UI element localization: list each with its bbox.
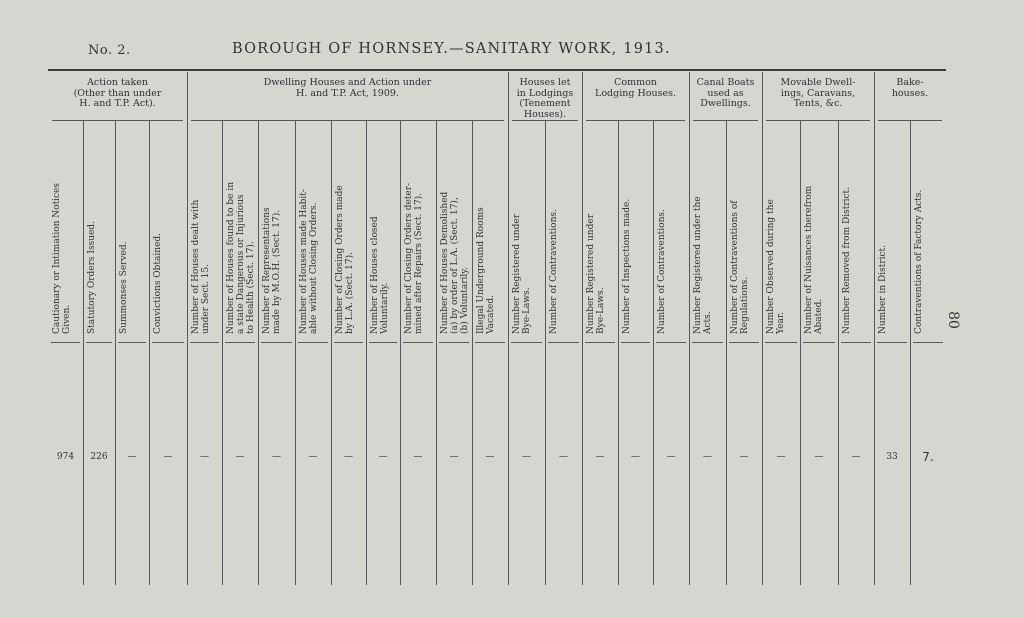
column-divider [689, 72, 690, 585]
table-cell: — [163, 452, 173, 462]
column-divider [187, 72, 188, 585]
column-header: Number of Houses Demolished (a) by order of L.A. (Sect. 17), (b) Voluntarily. [440, 191, 470, 334]
table-cell: — [522, 452, 531, 462]
page-title: BOROUGH OF HORNSEY.—SANITARY WORK, 1913. [232, 41, 671, 57]
group-header: Dwelling Houses and Action under H. and T.P. Act, 1909. [263, 77, 432, 99]
header-underline [585, 342, 615, 343]
header-underline [692, 342, 723, 343]
header-underline [841, 342, 871, 343]
column-divider [582, 72, 583, 585]
column-header: Number of Houses made Habit- able without Closing Orders. [299, 189, 319, 334]
column-header: Number of Houses dealt with under Sect. 15. [191, 199, 211, 334]
header-underline [51, 342, 80, 343]
column-header: Number of Contraventions. [549, 209, 559, 334]
group-header: Canal Boats used as Dwellings. [696, 77, 755, 109]
group-header: Common Lodging Houses. [595, 77, 676, 99]
column-divider [618, 120, 619, 585]
table-cell: — [776, 452, 786, 462]
table-cell: — [739, 452, 749, 462]
column-divider [726, 120, 727, 585]
group-divider [586, 120, 685, 121]
column-divider [653, 120, 654, 585]
column-divider [83, 120, 84, 585]
group-header: Bake- houses. [891, 77, 929, 99]
header-underline [621, 342, 650, 343]
header-underline [298, 342, 328, 343]
column-header: Number of Contraventions of Regulations. [730, 200, 750, 334]
header-underline [548, 342, 579, 343]
column-header: Number Observed during the Year. [766, 199, 786, 334]
column-divider [222, 120, 223, 585]
table-cell: — [235, 452, 245, 462]
column-header: Number of Nuisances therefrom Abated. [804, 185, 824, 334]
column-header: Number of Houses found to be in a state Dangerous or Injurious to Health (Sect. 17). [226, 181, 256, 334]
column-divider [910, 120, 911, 585]
column-divider [366, 120, 367, 585]
column-header: Number of Houses closed Voluntarily. [370, 216, 390, 334]
column-header: Number of Closing Orders deter- mined after Repairs (Sect. 17). [404, 182, 424, 334]
column-divider [838, 120, 839, 585]
column-header: Number Registered under Bye-Laws. [512, 214, 532, 334]
table-cell: 33 [886, 452, 898, 462]
column-header: Number Registered under Bye-Laws. [586, 214, 606, 334]
header-underline [190, 342, 219, 343]
table-cell: — [127, 452, 137, 462]
page-number: 80 [944, 311, 961, 329]
group-header: Movable Dwell- ings, Caravans, Tents, &c. [780, 77, 856, 109]
table-cell: — [666, 452, 676, 462]
top-rule [48, 69, 946, 71]
column-header: Number of Contraventions. [657, 209, 667, 334]
column-header: Statutory Orders Issued. [87, 221, 97, 334]
column-divider [149, 120, 150, 585]
table-cell: — [308, 452, 318, 462]
column-header: Number of Representations made by M.O.H. (Sect. 17). [262, 207, 282, 334]
column-header: Number Registered under the Acts. [693, 196, 713, 334]
group-header: Houses let in Lodgings (Tenement Houses). [516, 77, 574, 120]
header-underline [334, 342, 363, 343]
column-header: Cautionary or Intimation Notices Given. [52, 182, 72, 334]
table-cell: — [559, 452, 568, 462]
table-cell: — [449, 452, 459, 462]
group-divider [766, 120, 870, 121]
header-underline [511, 342, 542, 343]
table-cell: — [413, 452, 423, 462]
table-cell: — [595, 452, 605, 462]
header-underline [656, 342, 686, 343]
group-header: Action taken (Other than under H. and T.P. Act). [73, 77, 162, 109]
column-header: Convictions Obtained. [153, 232, 163, 334]
table-cell: — [814, 452, 824, 462]
header-underline [403, 342, 433, 343]
table-cell: 974 [56, 452, 75, 462]
table-cell: — [344, 452, 353, 462]
header-underline [261, 342, 292, 343]
column-header: Number in District. [878, 244, 888, 334]
column-divider [762, 72, 763, 585]
table-cell: — [378, 452, 388, 462]
column-divider [800, 120, 801, 585]
header-underline [439, 342, 469, 343]
header-underline [475, 342, 505, 343]
column-divider [115, 120, 116, 585]
column-divider [545, 120, 546, 585]
column-header: Number of Inspections made. [622, 198, 632, 334]
column-header: Summonses Served. [119, 241, 129, 334]
header-underline [803, 342, 835, 343]
header-underline [765, 342, 797, 343]
group-divider [191, 120, 504, 121]
header-underline [369, 342, 397, 343]
header-underline [913, 342, 943, 343]
table-cell: — [200, 452, 209, 462]
header-underline [225, 342, 255, 343]
table-cell: 7. [922, 450, 934, 464]
column-divider [874, 72, 875, 585]
header-underline [877, 342, 907, 343]
table-cell: — [851, 452, 861, 462]
table-cell: — [485, 452, 495, 462]
header-underline [86, 342, 112, 343]
column-header: Illegal Underground Rooms Vacated. [476, 207, 496, 334]
column-divider [331, 120, 332, 585]
column-divider [295, 120, 296, 585]
header-underline [152, 342, 184, 343]
table-cell: — [272, 452, 281, 462]
column-divider [472, 120, 473, 585]
column-divider [400, 120, 401, 585]
column-header: Number of Closing Orders made by L.A. (Sect. 17). [335, 185, 355, 334]
column-divider [508, 72, 509, 585]
table-cell: — [631, 452, 640, 462]
column-header: Contraventions of Factory Acts. [914, 189, 924, 334]
column-header: Number Removed from District. [842, 186, 852, 334]
table-cell: — [703, 452, 712, 462]
header-underline [118, 342, 146, 343]
document-number: No. 2. [88, 43, 131, 58]
group-divider [52, 120, 183, 121]
column-divider [258, 120, 259, 585]
column-divider [436, 120, 437, 585]
header-underline [729, 342, 759, 343]
table-cell: 226 [90, 452, 108, 462]
